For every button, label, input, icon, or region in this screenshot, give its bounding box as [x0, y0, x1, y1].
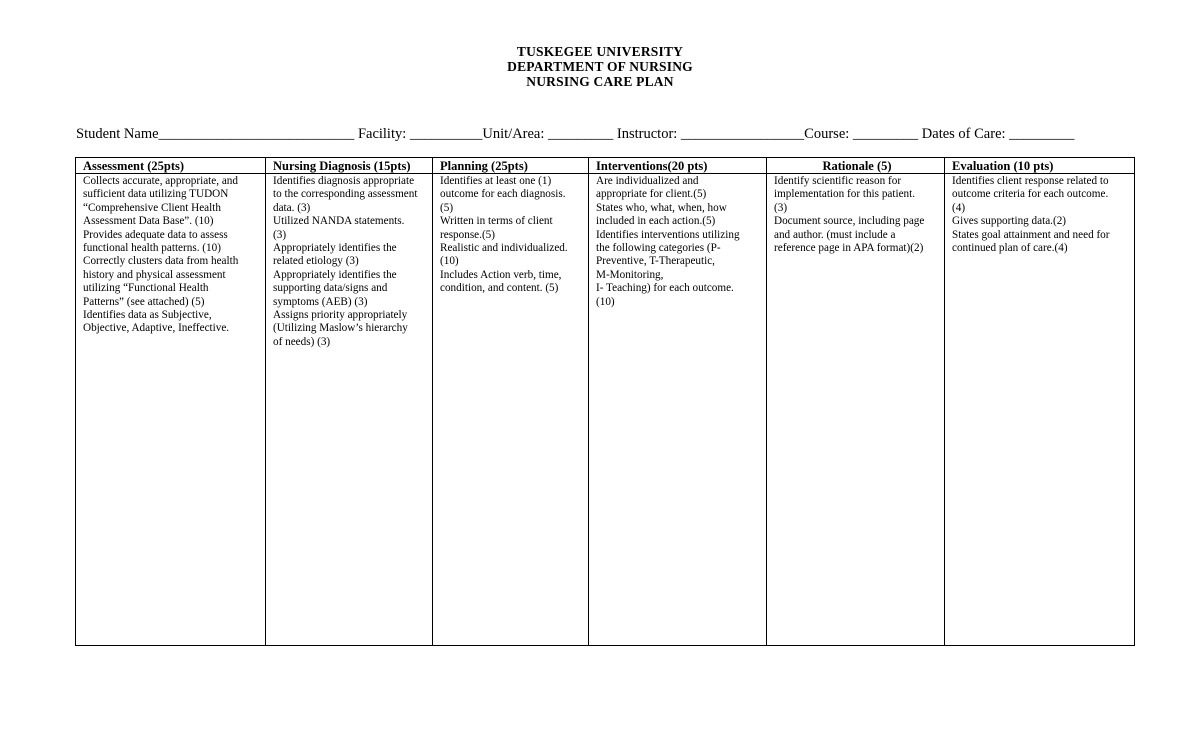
criteria-line: Document source, including page: [774, 215, 925, 228]
info-fields-row: [76, 126, 1074, 143]
criteria-line: to the corresponding assessment: [273, 188, 418, 201]
criteria-line: continued plan of care.(4): [952, 242, 1068, 255]
criteria-line: outcome for each diagnosis.: [440, 188, 566, 201]
facility-unit-field: Facility: __________Unit/Area: _________: [357, 126, 614, 142]
criteria-line: condition, and content. (5): [440, 282, 559, 295]
criteria-line: Identifies at least one (1): [440, 175, 552, 187]
rationale-criteria-cell: [767, 174, 945, 646]
assessment-criteria-cell: [76, 174, 266, 646]
rationale-header: Rationale (5): [767, 158, 945, 174]
criteria-line: supporting data/signs and: [273, 282, 388, 295]
criteria-line: Patterns” (see attached) (5): [83, 295, 205, 308]
criteria-line: (Utilizing Maslow’s hierarchy: [273, 322, 408, 335]
criteria-line: Are individualized and: [596, 175, 699, 187]
criteria-line: (3): [273, 228, 287, 241]
criteria-line: Assessment Data Base”. (10): [83, 215, 214, 228]
criteria-line: sufficient data utilizing TUDON: [83, 188, 229, 201]
criteria-line: Identifies data as Subjective,: [83, 309, 212, 322]
student-name-field: Student Name___________________________: [76, 126, 355, 142]
criteria-line: and author. (must include a: [774, 228, 896, 241]
criteria-line: Includes Action verb, time,: [440, 268, 562, 281]
criteria-row: [76, 174, 1135, 646]
criteria-line: States who, what, when, how: [596, 201, 727, 214]
criteria-line: I- Teaching) for each outcome.: [596, 282, 734, 295]
criteria-line: included in each action.(5): [596, 215, 716, 228]
criteria-line: data. (3): [273, 201, 311, 214]
criteria-line: (10): [596, 295, 615, 308]
criteria-line: related etiology (3): [273, 255, 359, 268]
interventions-criteria-cell: [589, 174, 767, 646]
evaluation-header: Evaluation (10 pts): [945, 158, 1135, 174]
criteria-line: Objective, Adaptive, Ineffective.: [83, 322, 230, 335]
criteria-line: outcome criteria for each outcome.: [952, 188, 1109, 201]
planning-header: Planning (25pts): [433, 158, 589, 174]
criteria-line: M-Monitoring,: [596, 268, 664, 281]
criteria-line: utilizing “Functional Health: [83, 282, 209, 295]
criteria-line: (10): [440, 255, 459, 268]
criteria-line: (5): [440, 201, 454, 214]
document-header: [0, 44, 1200, 89]
criteria-line: “Comprehensive Client Health: [83, 201, 221, 214]
interventions-header: Interventions(20 pts): [589, 158, 767, 174]
evaluation-criteria-cell: [945, 174, 1135, 646]
criteria-line: of needs) (3): [273, 335, 331, 348]
criteria-line: implementation for this patient.: [774, 188, 916, 201]
criteria-line: history and physical assessment: [83, 268, 226, 281]
criteria-line: the following categories (P-: [596, 242, 721, 255]
criteria-line: Collects accurate, appropriate, and: [83, 175, 238, 187]
criteria-line: Identifies client response related to: [952, 175, 1109, 187]
criteria-line: symptoms (AEB) (3): [273, 295, 368, 308]
criteria-line: reference page in APA format)(2): [774, 242, 924, 255]
care-plan-table: [75, 157, 1135, 646]
criteria-line: Realistic and individualized.: [440, 242, 568, 255]
criteria-line: Provides adequate data to assess: [83, 228, 228, 241]
criteria-line: Written in terms of client: [440, 215, 553, 228]
criteria-line: States goal attainment and need for: [952, 228, 1110, 241]
criteria-line: Appropriately identifies the: [273, 268, 397, 281]
criteria-line: Appropriately identifies the: [273, 242, 397, 255]
department-title: DEPARTMENT OF NURSING: [507, 59, 693, 74]
criteria-line: Identifies interventions utilizing: [596, 228, 740, 241]
assessment-header: Assessment (25pts): [76, 158, 266, 174]
form-title: NURSING CARE PLAN: [526, 74, 674, 89]
criteria-line: Gives supporting data.(2): [952, 215, 1067, 228]
criteria-line: (4): [952, 201, 966, 214]
university-title: TUSKEGEE UNIVERSITY: [516, 44, 684, 59]
dates-of-care-field: Dates of Care: _________: [921, 126, 1075, 142]
table-header-row: [76, 158, 1135, 174]
planning-criteria-cell: [433, 174, 589, 646]
criteria-line: functional health patterns. (10): [83, 242, 221, 255]
criteria-line: (3): [774, 201, 788, 214]
criteria-line: appropriate for client.(5): [596, 188, 707, 201]
criteria-line: Utilized NANDA statements.: [273, 215, 405, 228]
nursing-diagnosis-criteria-cell: [266, 174, 433, 646]
criteria-line: response.(5): [440, 228, 495, 241]
criteria-line: Identify scientific reason for: [774, 175, 902, 187]
nursing-diagnosis-header: Nursing Diagnosis (15pts): [266, 158, 433, 174]
criteria-line: Identifies diagnosis appropriate: [273, 175, 415, 187]
criteria-line: Correctly clusters data from health: [83, 255, 239, 268]
criteria-line: Assigns priority appropriately: [273, 309, 408, 322]
instructor-course-field: Instructor: _________________Course: _________: [616, 126, 919, 142]
criteria-line: Preventive, T-Therapeutic,: [596, 255, 715, 268]
